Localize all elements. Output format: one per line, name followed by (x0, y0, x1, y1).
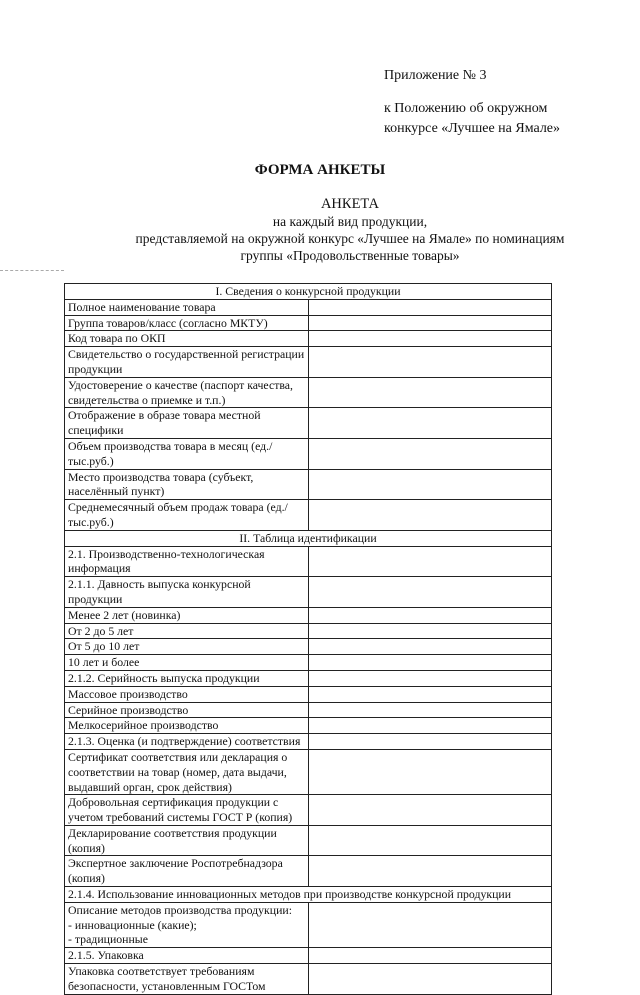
row-label: Упаковка соответствует требованиям безопасности, установленным ГОСТом (65, 964, 309, 995)
row-value-cell[interactable] (308, 315, 552, 331)
row-label: Мелкосерийное производство (65, 718, 309, 734)
row-label: Серийное производство (65, 702, 309, 718)
row-label: Полное наименование товара (65, 299, 309, 315)
row-value-cell[interactable] (308, 795, 552, 826)
table-row (65, 948, 552, 964)
appendix-header (384, 66, 560, 139)
row-label: От 5 до 10 лет (65, 639, 309, 655)
row-value-cell[interactable] (308, 639, 552, 655)
table-row (65, 315, 552, 331)
section-row (65, 284, 552, 300)
table-row (65, 438, 552, 469)
row-label: Менее 2 лет (новинка) (65, 607, 309, 623)
row-value-cell[interactable] (308, 607, 552, 623)
table-row (65, 377, 552, 408)
row-label: Свидетельство о государственной регистрации продукции (65, 347, 309, 378)
row-value-cell[interactable] (308, 469, 552, 500)
table-row (65, 500, 552, 531)
row-value-cell[interactable] (308, 686, 552, 702)
questionnaire-title: АНКЕТА (320, 196, 380, 212)
row-value-cell[interactable] (308, 749, 552, 794)
row-value-cell[interactable] (308, 902, 552, 947)
row-value-cell[interactable] (308, 331, 552, 347)
appendix-to-line1: к Положению об окружном (384, 101, 548, 116)
section-row (65, 530, 552, 546)
row-value-cell[interactable] (308, 546, 552, 577)
table-row (65, 408, 552, 439)
subsection-header: 2.1.4. Использование инновационных методов при производстве конкурсной продукции (65, 887, 552, 903)
section-header: I. Сведения о конкурсной продукции (65, 284, 552, 300)
row-label: 2.1.5. Упаковка (65, 948, 309, 964)
section-row (65, 887, 552, 903)
row-label: Группа товаров/класс (согласно МКТУ) (65, 315, 309, 331)
appendix-to-line2: конкурсе «Лучшее на Ямале» (384, 121, 561, 136)
table-row (65, 639, 552, 655)
row-value-cell[interactable] (308, 702, 552, 718)
row-label: Место производства товара (субъект, населённый пункт) (65, 469, 309, 500)
row-label: Код товара по ОКП (65, 331, 309, 347)
row-value-cell[interactable] (308, 670, 552, 686)
table-row (65, 964, 552, 995)
row-value-cell[interactable] (308, 825, 552, 856)
row-label: Массовое производство (65, 686, 309, 702)
row-value-cell[interactable] (308, 856, 552, 887)
table-row (65, 607, 552, 623)
table-row (65, 299, 552, 315)
appendix-number: Приложение № 3 (384, 68, 487, 83)
questionnaire-line1: на каждый вид продукции, (272, 214, 428, 229)
table-row (65, 546, 552, 577)
row-label: Сертификат соответствия или декларация о соответствии на товар (номер, дата выдачи, выдавший орган, срок действия) (65, 749, 309, 794)
table-row (65, 734, 552, 750)
table-row (65, 749, 552, 794)
questionnaire-table (64, 283, 552, 995)
row-label: Экспертное заключение Роспотребнадзора (копия) (65, 856, 309, 887)
row-value-cell[interactable] (308, 964, 552, 995)
table-row (65, 469, 552, 500)
row-value-cell[interactable] (308, 655, 552, 671)
row-label: Добровольная сертификация продукции с учетом требований системы ГОСТ Р (копия) (65, 795, 309, 826)
questionnaire-heading (60, 196, 640, 264)
table-row (65, 686, 552, 702)
row-value-cell[interactable] (308, 438, 552, 469)
table-row (65, 347, 552, 378)
row-label: Среднемесячный объем продаж товара (ед./тыс.руб.) (65, 500, 309, 531)
table-row (65, 655, 552, 671)
row-value-cell[interactable] (308, 623, 552, 639)
table-row (65, 902, 552, 947)
row-label: 2.1.1. Давность выпуска конкурсной продукции (65, 577, 309, 608)
row-value-cell[interactable] (308, 408, 552, 439)
row-value-cell[interactable] (308, 948, 552, 964)
table-row (65, 623, 552, 639)
row-value-cell[interactable] (308, 577, 552, 608)
row-value-cell[interactable] (308, 734, 552, 750)
scan-dash-line (0, 270, 64, 271)
row-label: От 2 до 5 лет (65, 623, 309, 639)
row-label: 2.1.3. Оценка (и подтверждение) соответствия (65, 734, 309, 750)
row-value-cell[interactable] (308, 347, 552, 378)
row-label: 2.1.2. Серийность выпуска продукции (65, 670, 309, 686)
form-title: ФОРМА АНКЕТЫ (254, 162, 386, 178)
row-label: Декларирование соответствия продукции (копия) (65, 825, 309, 856)
questionnaire-line3: группы «Продовольственные товары» (240, 248, 460, 263)
table-row (65, 825, 552, 856)
row-value-cell[interactable] (308, 500, 552, 531)
row-value-cell[interactable] (308, 377, 552, 408)
questionnaire-line2: представляемой на окружной конкурс «Лучшее на Ямале» по номинациям (135, 231, 565, 246)
row-label: Объем производства товара в месяц (ед./тыс.руб.) (65, 438, 309, 469)
row-label: 2.1. Производственно-технологическая информация (65, 546, 309, 577)
row-value-cell[interactable] (308, 718, 552, 734)
row-label: Описание методов производства продукции: - инновационные (какие); - традиционные (65, 902, 309, 947)
row-label: 10 лет и более (65, 655, 309, 671)
table-row (65, 702, 552, 718)
table-row (65, 331, 552, 347)
table-row (65, 670, 552, 686)
section-header: II. Таблица идентификации (65, 530, 552, 546)
table-row (65, 577, 552, 608)
row-label: Удостоверение о качестве (паспорт качества, свидетельства о приемке и т.п.) (65, 377, 309, 408)
table-row (65, 795, 552, 826)
table-row (65, 718, 552, 734)
row-label: Отображение в образе товара местной специфики (65, 408, 309, 439)
table-row (65, 856, 552, 887)
row-value-cell[interactable] (308, 299, 552, 315)
